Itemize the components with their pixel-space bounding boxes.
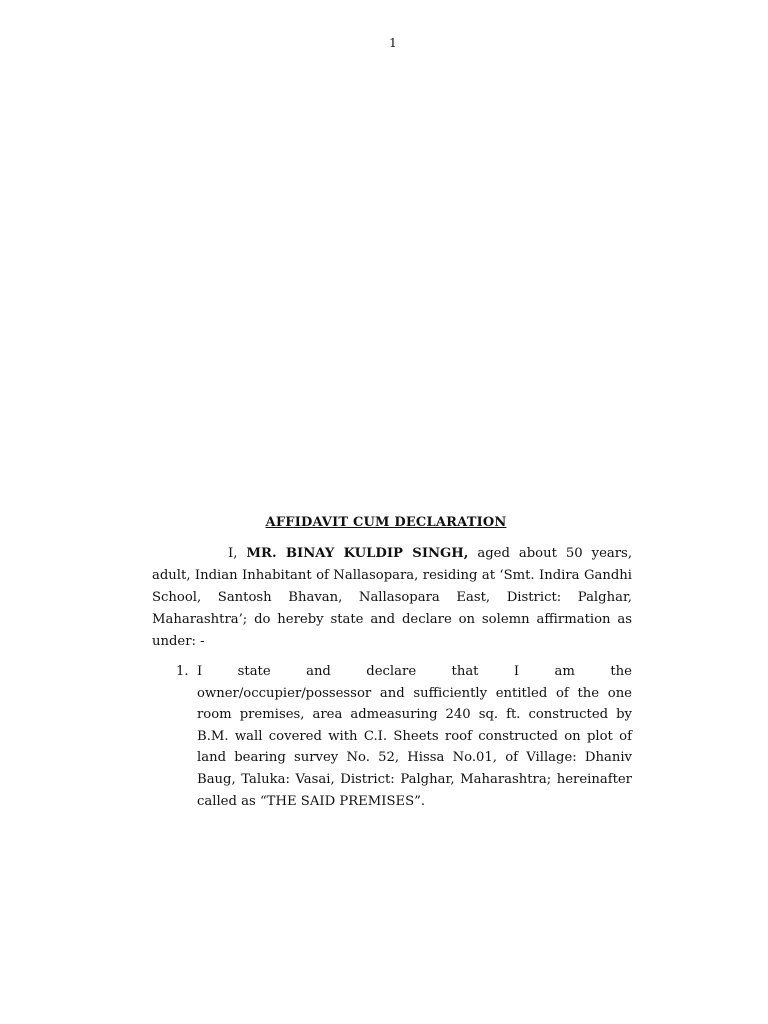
clause-item	[170, 661, 632, 812]
document-title: AFFIDAVIT CUM DECLARATION	[265, 515, 507, 530]
clause-word: and	[306, 664, 331, 679]
clause-word: state	[237, 664, 271, 679]
clause-word: that	[451, 664, 479, 679]
clause-word: I	[513, 664, 520, 679]
clause-word: am	[554, 664, 575, 679]
page-number: 1	[389, 36, 397, 50]
clause-first-line	[197, 661, 632, 683]
intro-pronoun: I,	[228, 546, 238, 561]
clause-word: declare	[366, 664, 417, 679]
clause-text: owner/occupier/possessor and sufficiently entitled of the one room premises, area admeasuring 240 sq. ft. constructed by B.M. wall covered with C.I. Sheets roof constructed on plot of land bearing survey No. 52, Hissa No.01, of Village: Dhaniv Baug, Taluka: Vasai, District: Palghar, Maharashtra; hereinafter called as “THE SAID PREMISES”.	[197, 685, 632, 809]
clause-word: the	[610, 664, 632, 679]
clause-text-block	[197, 661, 632, 812]
declarant-name: MR. BINAY KULDIP SINGH,	[246, 546, 469, 561]
clause-list	[170, 661, 632, 812]
intro-text: aged about 50 years, adult, Indian Inhabitant of Nallasopara, residing at ‘Smt. Indira Gandhi School, Santosh Bhavan, Nallasopara East, District: Palghar, Maharashtra’; do hereby state and declare on solemn affirmation as under: -	[152, 546, 633, 649]
intro-paragraph	[152, 543, 632, 653]
clause-word: I	[197, 664, 203, 679]
clause-number: 1.	[176, 664, 189, 679]
